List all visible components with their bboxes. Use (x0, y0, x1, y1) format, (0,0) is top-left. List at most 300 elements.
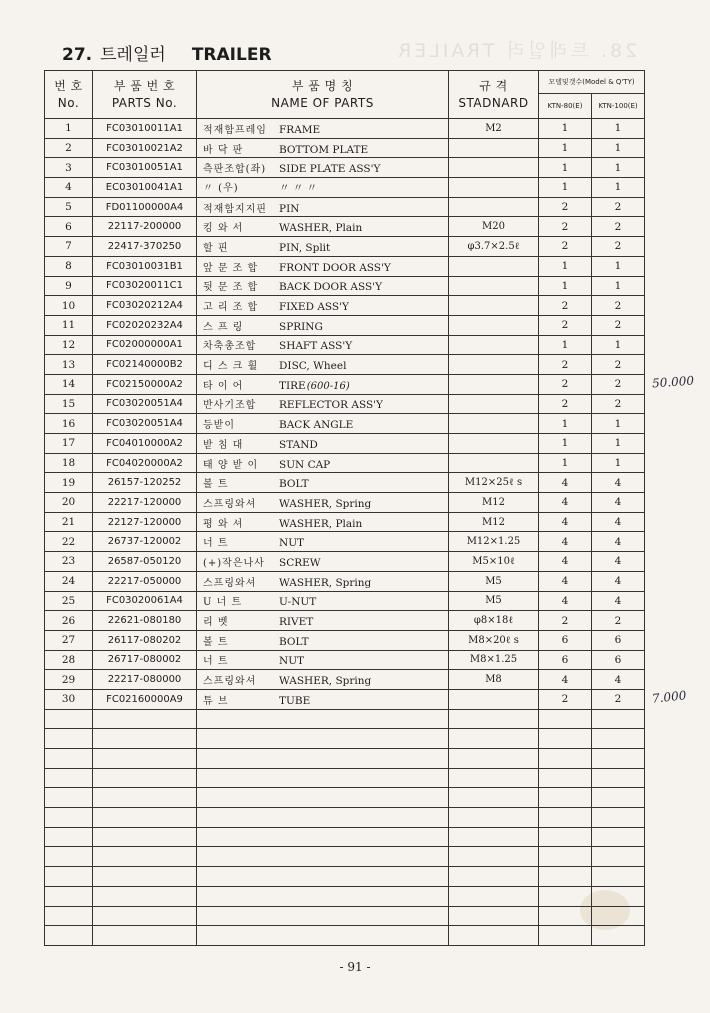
part-spec (449, 178, 539, 198)
part-name-korean: 태 양 받 이 (203, 459, 259, 471)
part-number: 22217-050000 (93, 571, 197, 591)
part-name (197, 532, 449, 552)
part-name (197, 197, 449, 217)
qty-model-1: 1 (539, 138, 592, 158)
row-number: 4 (45, 178, 93, 198)
qty-model-2: 4 (592, 591, 645, 611)
part-name-english: WASHER, Spring (279, 675, 372, 688)
header-spec: 규 격 STADNARD (449, 71, 539, 119)
part-name-english: WASHER, Plain (279, 517, 363, 530)
qty-model-2: 2 (592, 689, 645, 709)
empty-cell (539, 827, 592, 847)
part-name (197, 296, 449, 316)
row-number: 17 (45, 434, 93, 454)
qty-model-2: 1 (592, 178, 645, 198)
part-name (197, 276, 449, 296)
part-number: FC03020011C1 (93, 276, 197, 296)
table-row (45, 276, 645, 296)
part-name-korean: 적재함프레임 (203, 124, 267, 136)
table-row (45, 158, 645, 178)
empty-row (45, 709, 645, 729)
part-name (197, 256, 449, 276)
part-spec (449, 374, 539, 394)
row-number: 23 (45, 552, 93, 572)
row-number: 7 (45, 237, 93, 257)
qty-model-2: 2 (592, 237, 645, 257)
part-name-english: FIXED ASS'Y (279, 301, 349, 314)
empty-cell (45, 788, 93, 808)
empty-cell (592, 847, 645, 867)
qty-model-1: 2 (539, 217, 592, 237)
part-spec (449, 158, 539, 178)
part-name-korean: 너 트 (203, 656, 229, 668)
qty-model-1: 4 (539, 552, 592, 572)
part-number: 22217-120000 (93, 493, 197, 513)
part-name (197, 670, 449, 690)
empty-row (45, 788, 645, 808)
empty-cell (539, 768, 592, 788)
row-number: 30 (45, 689, 93, 709)
bleed-through-title: 28. 트레일러 TRAILER (395, 40, 638, 62)
table-row (45, 689, 645, 709)
qty-model-2: 1 (592, 138, 645, 158)
part-name-english: BOLT (279, 478, 309, 491)
qty-model-2: 4 (592, 493, 645, 513)
part-number: 26157-120252 (93, 473, 197, 493)
empty-cell (539, 749, 592, 769)
part-spec: M8×20ℓ s (449, 630, 539, 650)
empty-cell (592, 867, 645, 887)
part-spec: M12×1.25 (449, 532, 539, 552)
table-row (45, 335, 645, 355)
row-number: 26 (45, 611, 93, 631)
part-name (197, 217, 449, 237)
empty-cell (449, 768, 539, 788)
row-number: 11 (45, 315, 93, 335)
part-name (197, 689, 449, 709)
empty-cell (592, 749, 645, 769)
part-name-korean: 너 트 (203, 538, 229, 550)
row-number: 19 (45, 473, 93, 493)
part-name-english: REFLECTOR ASS'Y (279, 399, 383, 412)
row-number: 21 (45, 512, 93, 532)
part-spec: M5 (449, 591, 539, 611)
part-name-korean: 디 스 크 휠 (203, 361, 259, 373)
empty-cell (197, 886, 449, 906)
part-name-english: TUBE (279, 694, 311, 707)
part-spec: M12 (449, 512, 539, 532)
part-name-korean: 스프링와셔 (203, 676, 257, 688)
qty-model-1: 1 (539, 178, 592, 198)
part-name-korean: 할 핀 (203, 242, 229, 254)
header-name: 부 품 명 칭 NAME OF PARTS (197, 71, 449, 119)
part-name (197, 119, 449, 139)
part-number: 26737-120002 (93, 532, 197, 552)
part-name-korean: (+)작은나사 (203, 557, 265, 569)
empty-cell (93, 749, 197, 769)
part-name (197, 138, 449, 158)
part-number: FC03020051A4 (93, 414, 197, 434)
section-number: 27. (62, 45, 93, 65)
empty-cell (449, 886, 539, 906)
qty-model-2: 1 (592, 434, 645, 454)
row-number: 13 (45, 355, 93, 375)
header-model-2: KTN-100(E) (592, 94, 645, 119)
row-number: 16 (45, 414, 93, 434)
empty-cell (93, 847, 197, 867)
title-english: TRAILER (191, 45, 272, 65)
qty-model-2: 1 (592, 335, 645, 355)
part-name (197, 335, 449, 355)
part-name-english: PIN (279, 202, 300, 215)
empty-cell (449, 867, 539, 887)
row-number: 14 (45, 374, 93, 394)
row-number: 3 (45, 158, 93, 178)
part-name-english: NUT (279, 537, 305, 550)
qty-model-2: 1 (592, 256, 645, 276)
part-spec: M5 (449, 571, 539, 591)
empty-cell (592, 906, 645, 926)
empty-cell (449, 808, 539, 828)
part-name-english: STAND (279, 438, 318, 451)
part-number: FC02150000A2 (93, 374, 197, 394)
table-row (45, 315, 645, 335)
empty-row (45, 886, 645, 906)
part-name (197, 512, 449, 532)
part-spec (449, 414, 539, 434)
part-name (197, 552, 449, 572)
qty-model-1: 1 (539, 158, 592, 178)
table-row (45, 453, 645, 473)
empty-row (45, 827, 645, 847)
part-number: FC03010011A1 (93, 119, 197, 139)
table-row (45, 650, 645, 670)
part-spec: φ3.7×2.5ℓ (449, 237, 539, 257)
row-number: 10 (45, 296, 93, 316)
part-number: 26117-080202 (93, 630, 197, 650)
part-name (197, 158, 449, 178)
empty-cell (539, 709, 592, 729)
empty-cell (449, 827, 539, 847)
empty-cell (45, 847, 93, 867)
empty-cell (449, 729, 539, 749)
part-name-korean: 볼 트 (203, 479, 229, 491)
qty-model-1: 1 (539, 119, 592, 139)
table-row (45, 217, 645, 237)
empty-cell (45, 827, 93, 847)
part-number: FC03020051A4 (93, 394, 197, 414)
empty-row (45, 847, 645, 867)
empty-cell (449, 847, 539, 867)
part-name (197, 237, 449, 257)
empty-cell (539, 926, 592, 946)
qty-model-1: 1 (539, 434, 592, 454)
part-name-korean: 차축총조합 (203, 341, 257, 353)
table-row (45, 571, 645, 591)
qty-model-1: 6 (539, 630, 592, 650)
row-number: 20 (45, 493, 93, 513)
qty-model-2: 1 (592, 158, 645, 178)
qty-model-1: 2 (539, 611, 592, 631)
part-name-english: RIVET (279, 616, 314, 629)
part-name-korean: 튜 브 (203, 695, 229, 707)
part-number: 22217-080000 (93, 670, 197, 690)
part-number: FC02160000A9 (93, 689, 197, 709)
empty-cell (45, 749, 93, 769)
part-name-korean: 뒷 문 조 합 (203, 282, 259, 294)
empty-cell (93, 926, 197, 946)
part-number: 22621-080180 (93, 611, 197, 631)
table-row (45, 414, 645, 434)
part-spec (449, 197, 539, 217)
part-name (197, 434, 449, 454)
empty-cell (93, 867, 197, 887)
qty-model-2: 4 (592, 571, 645, 591)
empty-row (45, 906, 645, 926)
empty-cell (197, 749, 449, 769)
row-number: 12 (45, 335, 93, 355)
empty-cell (197, 906, 449, 926)
part-spec (449, 394, 539, 414)
qty-model-1: 2 (539, 296, 592, 316)
qty-model-2: 2 (592, 217, 645, 237)
qty-model-1: 6 (539, 650, 592, 670)
header-model-qty: 모델및갯수(Model & Q'TY) (539, 71, 645, 94)
qty-model-2: 1 (592, 276, 645, 296)
handwritten-note: 50.000 (651, 373, 695, 391)
qty-model-2: 2 (592, 611, 645, 631)
part-spec: φ8×18ℓ (449, 611, 539, 631)
part-name-korean: 적재함지지핀 (203, 203, 267, 215)
qty-model-1: 2 (539, 197, 592, 217)
empty-row (45, 926, 645, 946)
part-name-english: WASHER, Spring (279, 497, 372, 510)
empty-cell (93, 729, 197, 749)
row-number: 6 (45, 217, 93, 237)
empty-cell (592, 768, 645, 788)
empty-cell (449, 906, 539, 926)
part-name (197, 650, 449, 670)
empty-cell (592, 827, 645, 847)
header-no: 번 호 No. (45, 71, 93, 119)
part-number: 22127-120000 (93, 512, 197, 532)
empty-cell (197, 827, 449, 847)
empty-cell (45, 906, 93, 926)
part-name-english: SPRING (279, 320, 323, 333)
qty-model-1: 2 (539, 374, 592, 394)
qty-model-1: 1 (539, 414, 592, 434)
part-number: FC02020232A4 (93, 315, 197, 335)
part-spec (449, 434, 539, 454)
page-title (62, 40, 272, 65)
row-number: 25 (45, 591, 93, 611)
qty-model-1: 2 (539, 237, 592, 257)
table-row (45, 493, 645, 513)
empty-cell (197, 709, 449, 729)
part-number: EC03010041A1 (93, 178, 197, 198)
empty-cell (449, 788, 539, 808)
empty-cell (539, 867, 592, 887)
part-name-english: TIRE (279, 379, 306, 392)
qty-model-2: 1 (592, 453, 645, 473)
empty-cell (93, 906, 197, 926)
part-name (197, 394, 449, 414)
qty-model-1: 4 (539, 670, 592, 690)
empty-cell (93, 788, 197, 808)
part-spec (449, 276, 539, 296)
part-name-korean: U 너 트 (203, 597, 243, 609)
table-row (45, 197, 645, 217)
part-spec (449, 355, 539, 375)
part-name-english: SUN CAP (279, 458, 331, 471)
part-name (197, 630, 449, 650)
table-row (45, 237, 645, 257)
part-spec (449, 689, 539, 709)
part-name-korean: 스프링와셔 (203, 577, 257, 589)
qty-model-1: 4 (539, 532, 592, 552)
row-number: 27 (45, 630, 93, 650)
part-number: FC03010031B1 (93, 256, 197, 276)
part-name-english: SCREW (279, 556, 321, 569)
qty-model-2: 4 (592, 532, 645, 552)
qty-model-2: 6 (592, 630, 645, 650)
part-spec (449, 453, 539, 473)
empty-row (45, 749, 645, 769)
part-name-korean: 볼 트 (203, 636, 229, 648)
empty-cell (45, 709, 93, 729)
table-row (45, 512, 645, 532)
part-name-english: SHAFT ASS'Y (279, 340, 353, 353)
part-name-korean: 앞 문 조 합 (203, 262, 259, 274)
part-spec (449, 138, 539, 158)
table-row (45, 591, 645, 611)
row-number: 24 (45, 571, 93, 591)
page-number: - 91 - (339, 960, 371, 974)
part-number: FC03020212A4 (93, 296, 197, 316)
part-name (197, 571, 449, 591)
qty-model-1: 4 (539, 473, 592, 493)
part-name-english: WASHER, Spring (279, 576, 372, 589)
empty-cell (45, 926, 93, 946)
part-spec: M12 (449, 493, 539, 513)
table-row (45, 630, 645, 650)
part-name-korean: 〃 (우) (203, 183, 239, 195)
empty-cell (197, 729, 449, 749)
qty-model-2: 4 (592, 512, 645, 532)
qty-model-2: 1 (592, 414, 645, 434)
table-row (45, 138, 645, 158)
empty-row (45, 768, 645, 788)
qty-model-2: 4 (592, 552, 645, 572)
part-spec: M8×1.25 (449, 650, 539, 670)
part-name-korean: 평 와 셔 (203, 518, 244, 530)
empty-cell (93, 808, 197, 828)
part-name (197, 414, 449, 434)
part-number: 26587-050120 (93, 552, 197, 572)
empty-cell (592, 886, 645, 906)
part-spec: M2 (449, 119, 539, 139)
part-name-english: 〃 〃 〃 (279, 182, 318, 195)
table-row (45, 532, 645, 552)
table-row (45, 473, 645, 493)
part-number: FC04020000A2 (93, 453, 197, 473)
part-number: 22417-370250 (93, 237, 197, 257)
part-name-english: BOTTOM PLATE (279, 143, 369, 156)
part-number: FC02140000B2 (93, 355, 197, 375)
empty-cell (539, 906, 592, 926)
header-model-1: KTN-80(E) (539, 94, 592, 119)
part-name-english: SIDE PLATE ASS'Y (279, 163, 381, 176)
table-row (45, 552, 645, 572)
part-name-korean: 등받이 (203, 420, 235, 432)
part-name-english: BOLT (279, 635, 309, 648)
part-name (197, 473, 449, 493)
part-name-korean: 타 이 어 (203, 380, 244, 392)
table-row (45, 670, 645, 690)
part-name-korean: 반사기조합 (203, 400, 257, 412)
part-name (197, 611, 449, 631)
part-spec: M20 (449, 217, 539, 237)
empty-row (45, 729, 645, 749)
empty-cell (592, 729, 645, 749)
empty-cell (539, 847, 592, 867)
table-row (45, 611, 645, 631)
part-spec: M5×10ℓ (449, 552, 539, 572)
empty-cell (93, 827, 197, 847)
empty-cell (45, 729, 93, 749)
part-number: 26717-080002 (93, 650, 197, 670)
part-number: FC03010021A2 (93, 138, 197, 158)
header-part-no: 부 품 번 호 PARTS No. (93, 71, 197, 119)
qty-model-2: 4 (592, 670, 645, 690)
part-spec: M12×25ℓ s (449, 473, 539, 493)
empty-cell (539, 729, 592, 749)
part-name-english: FRONT DOOR ASS'Y (279, 261, 391, 274)
part-name (197, 493, 449, 513)
qty-model-1: 1 (539, 335, 592, 355)
qty-model-2: 2 (592, 394, 645, 414)
part-name-english: BACK ANGLE (279, 419, 354, 432)
empty-cell (197, 788, 449, 808)
part-name-korean: 스 프 링 (203, 321, 244, 333)
table-row (45, 256, 645, 276)
row-number: 9 (45, 276, 93, 296)
part-number: FC04010000A2 (93, 434, 197, 454)
empty-cell (197, 847, 449, 867)
empty-cell (197, 808, 449, 828)
part-name-korean: 고 리 조 합 (203, 302, 259, 314)
qty-model-1: 4 (539, 512, 592, 532)
table-row (45, 178, 645, 198)
part-name-english: BACK DOOR ASS'Y (279, 281, 382, 294)
qty-model-2: 1 (592, 119, 645, 139)
empty-cell (592, 926, 645, 946)
empty-cell (45, 867, 93, 887)
empty-cell (449, 709, 539, 729)
empty-cell (539, 886, 592, 906)
part-spec (449, 335, 539, 355)
part-spec (449, 315, 539, 335)
qty-model-2: 2 (592, 296, 645, 316)
qty-model-1: 1 (539, 453, 592, 473)
empty-row (45, 808, 645, 828)
part-name (197, 178, 449, 198)
table-row (45, 296, 645, 316)
empty-cell (197, 867, 449, 887)
qty-model-1: 2 (539, 394, 592, 414)
part-number: 22117-200000 (93, 217, 197, 237)
row-number: 18 (45, 453, 93, 473)
